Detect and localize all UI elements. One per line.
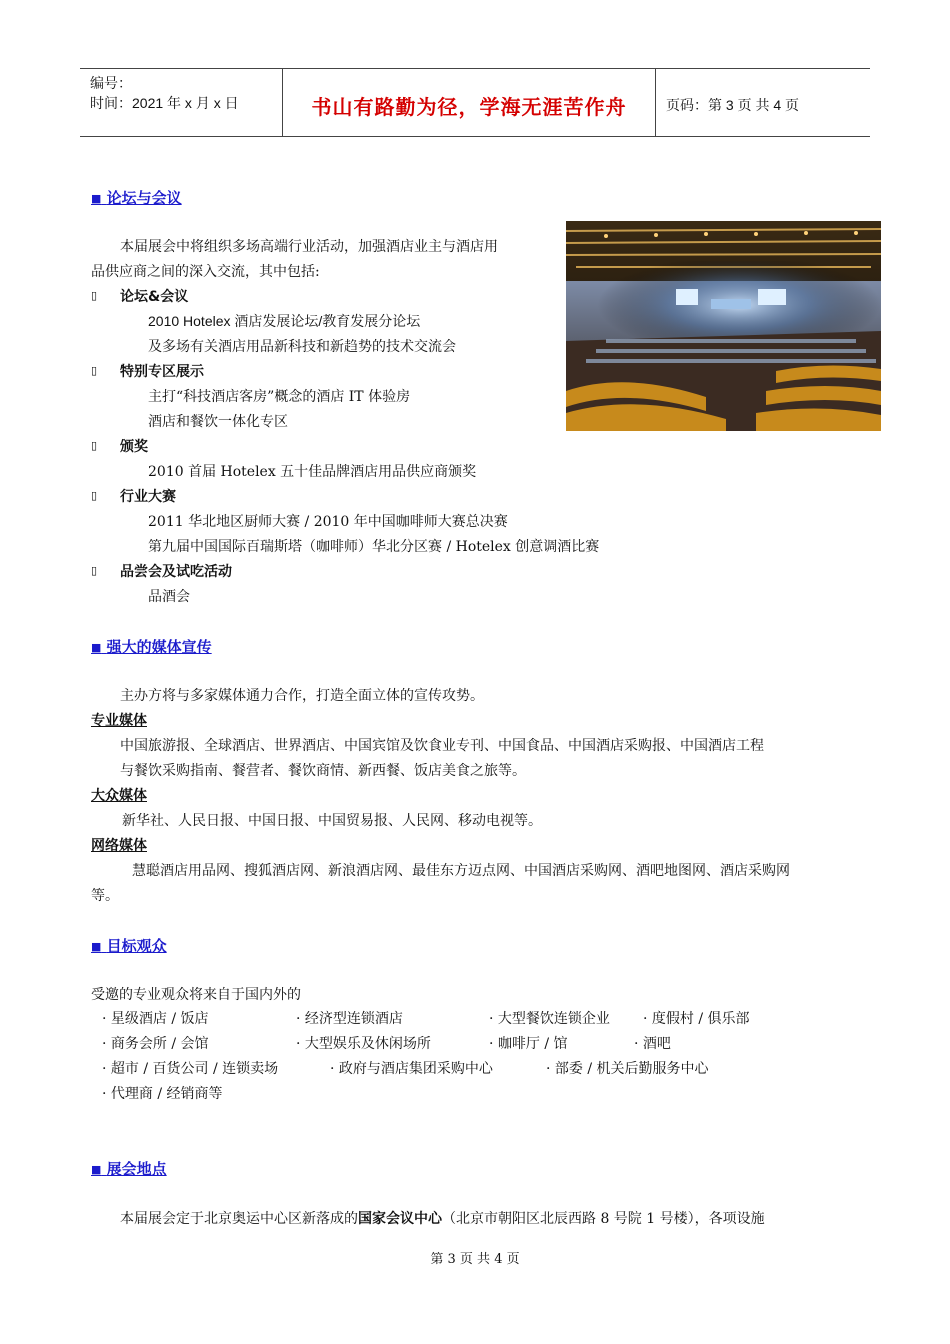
audience-item: · 超市 / 百货公司 / 连锁卖场: [102, 1061, 279, 1077]
web-media-line1: 慧聪酒店用品网、搜狐酒店网、新浪酒店网、最佳东方迈点网、中国酒店采购网、酒吧地图网、酒店采购网: [132, 863, 790, 879]
forum-item-line: 及多场有关酒店用品新科技和新趋势的技术交流会: [148, 339, 456, 355]
audience-item: · 大型娱乐及休闲场所: [296, 1036, 431, 1052]
audience-item: · 星级酒店 / 饭店: [102, 1011, 209, 1027]
mass-media-line: 新华社、人民日报、中国日报、中国贸易报、人民网、移动电视等。: [122, 813, 542, 829]
bullet-icon: ▯: [91, 439, 98, 452]
forum-item-heading: 特别专区展示: [120, 364, 204, 380]
pro-media-label: 专业媒体: [91, 713, 147, 729]
forum-intro-line2: 品供应商之间的深入交流，其中包括:: [91, 264, 320, 280]
conference-hall-image: [566, 221, 881, 431]
venue-text: 本届展会定于北京奥运中心区新落成的国家会议中心（北京市朝阳区北辰西路 8 号院 1 号楼），各项设施: [120, 1211, 765, 1227]
audience-item: · 度假村 / 俱乐部: [643, 1011, 750, 1027]
conference-hall-photo: [566, 221, 881, 431]
square-bullet-icon: ■: [91, 192, 102, 205]
forum-item-line: 2010 首届 Hotelex 五十佳品牌酒店用品供应商颁奖: [148, 464, 477, 480]
web-media-line2: 等。: [91, 888, 119, 904]
header-right-cell: [656, 69, 870, 136]
time-label: 时间：2021 年 x 月 x 日: [90, 95, 239, 111]
section-title-media: ■ 强大的媒体宣传: [91, 638, 212, 656]
forum-item-heading: 品尝会及试吃活动: [120, 564, 232, 580]
bullet-icon: ▯: [91, 564, 98, 577]
square-bullet-icon: ■: [91, 641, 102, 654]
forum-item-line: 主打“科技酒店客房”概念的酒店 IT 体验房: [148, 389, 411, 405]
number-label: 编号：: [90, 75, 132, 91]
audience-item: · 酒吧: [634, 1036, 671, 1052]
mass-media-label: 大众媒体: [91, 788, 147, 804]
audience-item: · 经济型连锁酒店: [296, 1011, 403, 1027]
audience-item: · 代理商 / 经销商等: [102, 1086, 223, 1102]
forum-intro-line1: 本届展会中将组织多场高端行业活动，加强酒店业主与酒店用: [120, 239, 498, 255]
forum-item-heading: 颁奖: [120, 439, 148, 455]
pro-media-line1: 中国旅游报、全球酒店、世界酒店、中国宾馆及饮食业专刊、中国食品、中国酒店采购报、中国酒店工程: [120, 738, 764, 754]
web-media-label: 网络媒体: [91, 838, 147, 854]
audience-item: · 咖啡厅 / 馆: [489, 1036, 568, 1052]
audience-item: · 大型餐饮连锁企业: [489, 1011, 610, 1027]
bullet-icon: ▯: [91, 289, 98, 302]
bullet-icon: ▯: [91, 364, 98, 377]
section-title-forum: ■ 论坛与会议: [91, 189, 182, 207]
header-left-cell: [80, 69, 283, 136]
section-title-venue: ■ 展会地点: [91, 1160, 167, 1178]
page-header: [80, 68, 870, 137]
audience-item: · 政府与酒店集团采购中心: [330, 1061, 493, 1077]
forum-item-heading: 行业大赛: [120, 489, 176, 505]
forum-item-line: 2010 Hotelex 酒店发展论坛/教育发展分论坛: [148, 313, 421, 329]
forum-item-heading: 论坛&会议: [120, 289, 189, 305]
media-intro: 主办方将与多家媒体通力合作，打造全面立体的宣传攻势。: [120, 688, 484, 704]
header-center-cell: [283, 69, 656, 136]
forum-item-line: 酒店和餐饮一体化专区: [148, 414, 288, 430]
pro-media-line2: 与餐饮采购指南、餐营者、餐饮商情、新西餐、饭店美食之旅等。: [120, 763, 526, 779]
square-bullet-icon: ■: [91, 1163, 102, 1176]
venue-name: 国家会议中心: [358, 1211, 442, 1227]
motto: 书山有路勤为径，学海无涯苦作舟: [311, 95, 627, 119]
page-footer: 第 3 页 共 4 页: [430, 1252, 520, 1267]
page-info: 页码：第 3 页 共 4 页: [666, 97, 800, 113]
bullet-icon: ▯: [91, 489, 98, 502]
section-title-audience: ■ 目标观众: [91, 937, 167, 955]
forum-item-line: 第九届中国国际百瑞斯塔（咖啡师）华北分区赛 / Hotelex 创意调酒比赛: [148, 539, 600, 555]
forum-item-line: 2011 华北地区厨师大赛 / 2010 年中国咖啡师大赛总决赛: [148, 514, 508, 530]
square-bullet-icon: ■: [91, 940, 102, 953]
audience-intro: 受邀的专业观众将来自于国内外的: [91, 987, 301, 1003]
audience-item: · 商务会所 / 会馆: [102, 1036, 209, 1052]
forum-item-line: 品酒会: [148, 589, 190, 605]
audience-item: · 部委 / 机关后勤服务中心: [546, 1061, 709, 1077]
